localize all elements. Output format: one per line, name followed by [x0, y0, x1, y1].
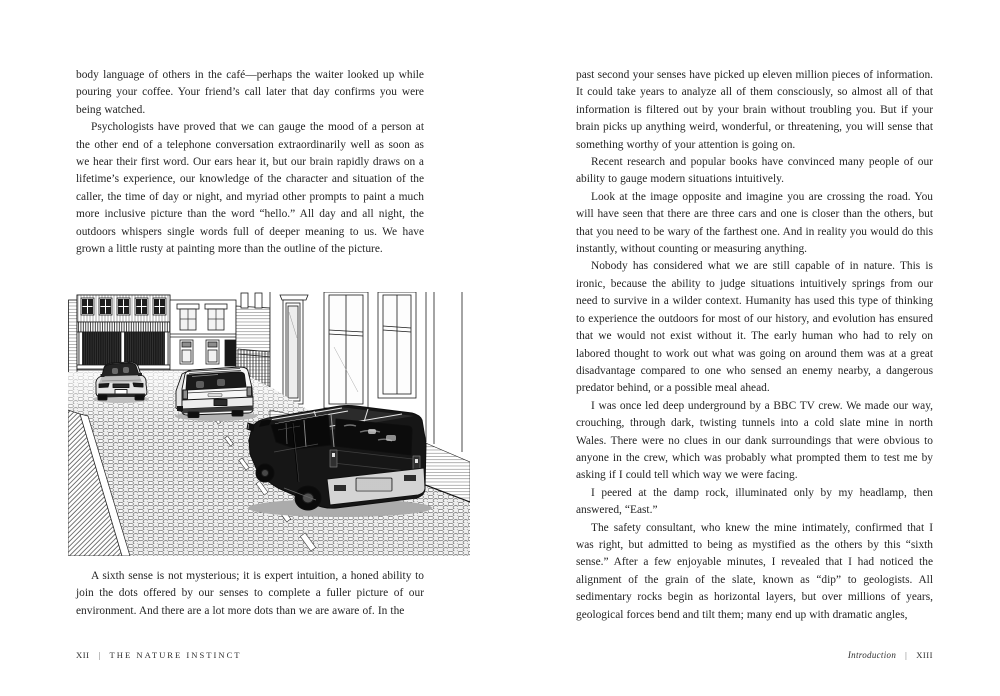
book-title: THE NATURE INSTINCT: [109, 650, 242, 660]
left-text-top: [76, 67, 424, 258]
body-paragraph: A sixth sense is not mysterious; it is expert intuition, a honed ability to join the dots offered by our senses to complete a fuller picture of our environment. And there are a lot more dots than we are aware of. In the: [76, 570, 424, 617]
left-page-footer: [76, 650, 242, 660]
body-paragraph: I was once led deep underground by a BBC TV crew. We made our way, crouching, through dark, twisting tunnels into a cold slate mine in north Wales. There were no clues in our dank surroundings that were obvious to anyone in the crew, which was probably what prompted them to test me by asking if I could tell which way we were facing.: [576, 399, 933, 482]
footer-separator: |: [905, 651, 908, 660]
body-paragraph: Psychologists have proved that we can gauge the mood of a person at the other end of a telephone conversation extraordinarily well as soon as we hear their first word. Our ears hear it, but our brain rapidly draws on a lifetime’s experience, our knowledge of the character and situation of the caller, the time of day or night, and myriad other prompts to paint a much more inclusive picture than the word “hello.” All day and all night, the outdoors whispers single words full of deeper meaning to us. We have grown a little rusty at painting more than the outline of the picture.: [76, 121, 424, 256]
page-number: XII: [76, 650, 90, 660]
right-text: [576, 67, 933, 624]
body-paragraph: past second your senses have picked up eleven million pieces of information. It could take years to analyze all of them consciously, so almost all of that information is filtered out by your brain without troubling you. But if your brain picks up anything weird, wonderful, or threatening, you will sense that something worthy of your attention is going on.: [576, 69, 933, 151]
right-page-footer: [848, 650, 933, 660]
hatchback-car: [175, 367, 257, 421]
footer-separator: |: [98, 651, 101, 660]
page-left: [76, 0, 424, 696]
body-paragraph: body language of others in the café—perhaps the waiter looked up while pouring your coffee. Your friend’s call later that day confirms you were being watched.: [76, 69, 424, 116]
left-text-bottom: [76, 568, 424, 620]
body-paragraph: I peered at the damp rock, illuminated only by my headlamp, then answered, “East.”: [576, 486, 933, 517]
chapter-title: Introduction: [847, 650, 897, 660]
street-scene-illustration: [68, 292, 470, 556]
body-paragraph: Look at the image opposite and imagine you are crossing the road. You will have seen that there are three cars and one is closer than the others, but that you need to be wary of the farthest one. And in reality you would do this instantly, without counting or measuring anything.: [576, 190, 933, 256]
body-paragraph: Recent research and popular books have convinced many people of our ability to gauge modern situations intuitively.: [576, 156, 933, 186]
page-number: XIII: [916, 650, 933, 660]
body-paragraph: The safety consultant, who knew the mine intimately, confirmed that I was right, but admitted to being as mystified as the others by this “sixth sense.” After a few enjoyable minutes, I revealed that I had noticed the alignment of the grain of the slate, known as “dip” to geologists. All sedimentary rocks begin as horizontal layers, but over millions of years, geological forces bend and tilt them; many end up with dramatic angles,: [576, 521, 933, 621]
body-paragraph: Nobody has considered what we are still capable of in nature. This is ironic, because the ability to judge situations intuitively springs from our need to survive in a wilder context. Humanity has used this type of thinking to experience the outdoors for most of our history, and evolution has ensured that we would not exist without it. The early human who had to rely on labored thought to work out what was going on around them was at a great disadvantage compared to one who sensed an enemy nearby, a dangerous predator behind, or a possible meal ahead.: [576, 260, 933, 395]
page-right: [576, 0, 933, 696]
